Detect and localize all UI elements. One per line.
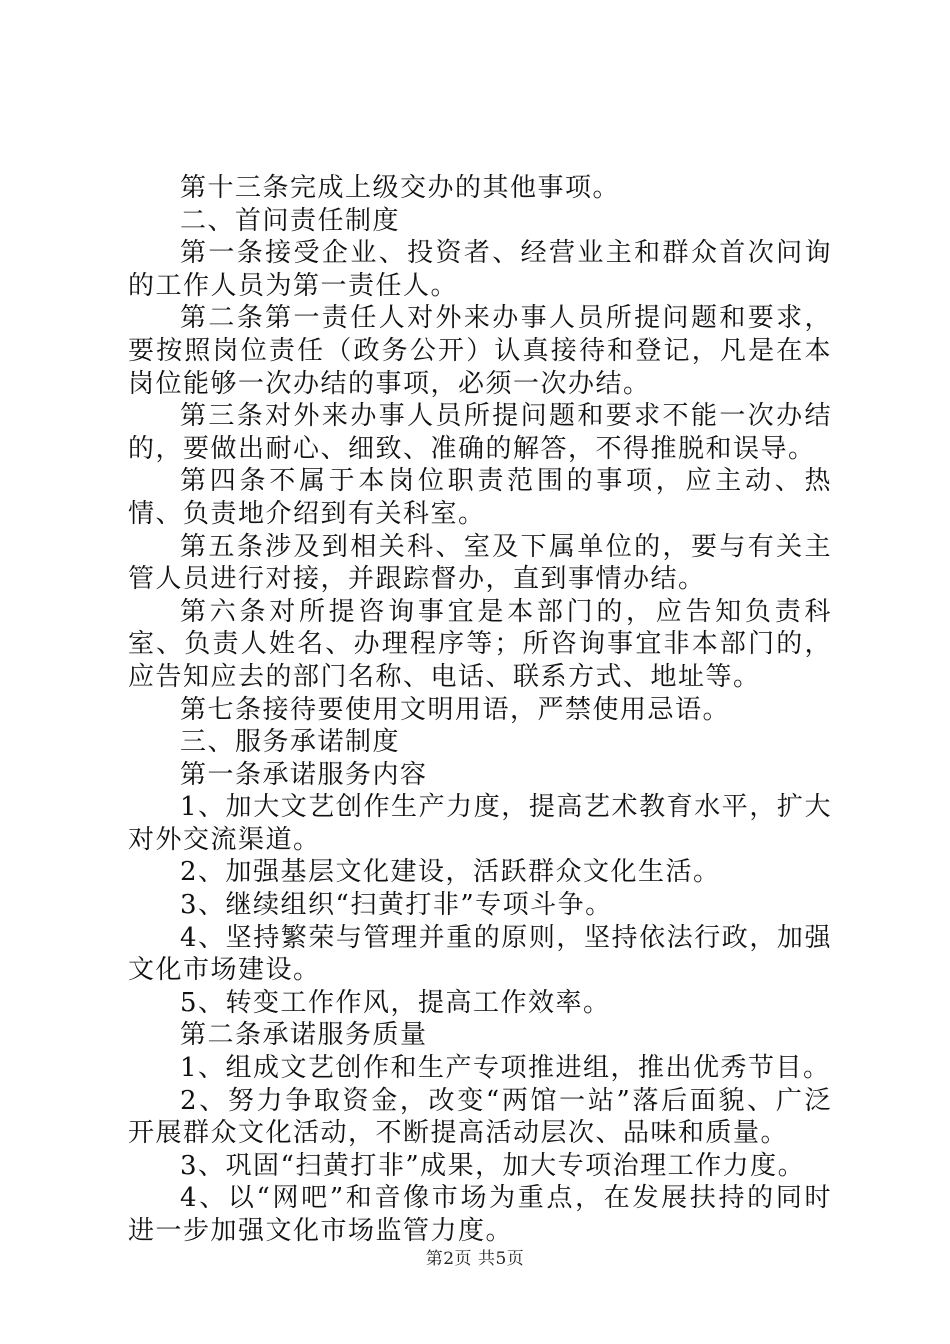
list-item: 4、坚持繁荣与管理并重的原则，坚持依法行政，加强文化市场建设。 (128, 922, 832, 986)
section-heading: 二、首问责任制度 (180, 205, 401, 236)
document-body (128, 172, 832, 1248)
list-item: 3、巩固“扫黄打非”成果，加大专项治理工作力度。 (180, 1150, 806, 1181)
paragraph: 第二条第一责任人对外来办事人员所提问题和要求，要按照岗位责任（政务公开）认真接待和登记，凡是在本岗位能够一次办结的事项，必须一次办结。 (128, 303, 832, 399)
list-item: 3、继续组织“扫黄打非”专项斗争。 (180, 890, 613, 921)
page-number-footer: 第2页 共5页 (425, 1249, 525, 1269)
list-item: 2、努力争取资金，改变“两馆一站”落后面貌、广泛开展群众文化活动，不断提高活动层次、品味和质量。 (128, 1085, 832, 1149)
paragraph: 第四条不属于本岗位职责范围的事项，应主动、热情、负责地介绍到有关科室。 (128, 466, 832, 529)
paragraph: 第三条对外来办事人员所提问题和要求不能一次办结的，要做出耐心、细致、准确的解答，不得推脱和误导。 (128, 401, 832, 464)
list-item: 1、组成文艺创作和生产专项推进组，推出优秀节目。 (180, 1053, 831, 1084)
list-item: 4、以“网吧”和音像市场为重点，在发展扶持的同时进一步加强文化市场监管力度。 (128, 1183, 832, 1246)
section-heading: 三、服务承诺制度 (180, 727, 401, 758)
list-item: 2、加强基层文化建设，活跃群众文化生活。 (180, 857, 721, 888)
paragraph: 第二条承诺服务质量 (180, 1020, 428, 1051)
paragraph: 第一条承诺服务内容 (180, 759, 428, 790)
list-item: 1、加大文艺创作生产力度，提高艺术教育水平，扩大对外交流渠道。 (128, 792, 832, 855)
paragraph: 第五条涉及到相关科、室及下属单位的，要与有关主管人员进行对接，并跟踪督办，直到事情办结。 (128, 531, 832, 595)
paragraph: 第六条对所提咨询事宜是本部门的，应告知负责科室、负责人姓名、办理程序等；所咨询事宜非本部门的，应告知应去的部门名称、电话、联系方式、地址等。 (128, 596, 832, 692)
paragraph: 第七条接待要使用文明用语，严禁使用忌语。 (180, 694, 731, 725)
paragraph: 第十三条完成上级交办的其他事项。 (180, 173, 621, 203)
list-item: 5、转变工作作风，提高工作效率。 (180, 987, 611, 1018)
paragraph: 第一条接受企业、投资者、经营业主和群众首次问询的工作人员为第一责任人。 (128, 238, 832, 301)
